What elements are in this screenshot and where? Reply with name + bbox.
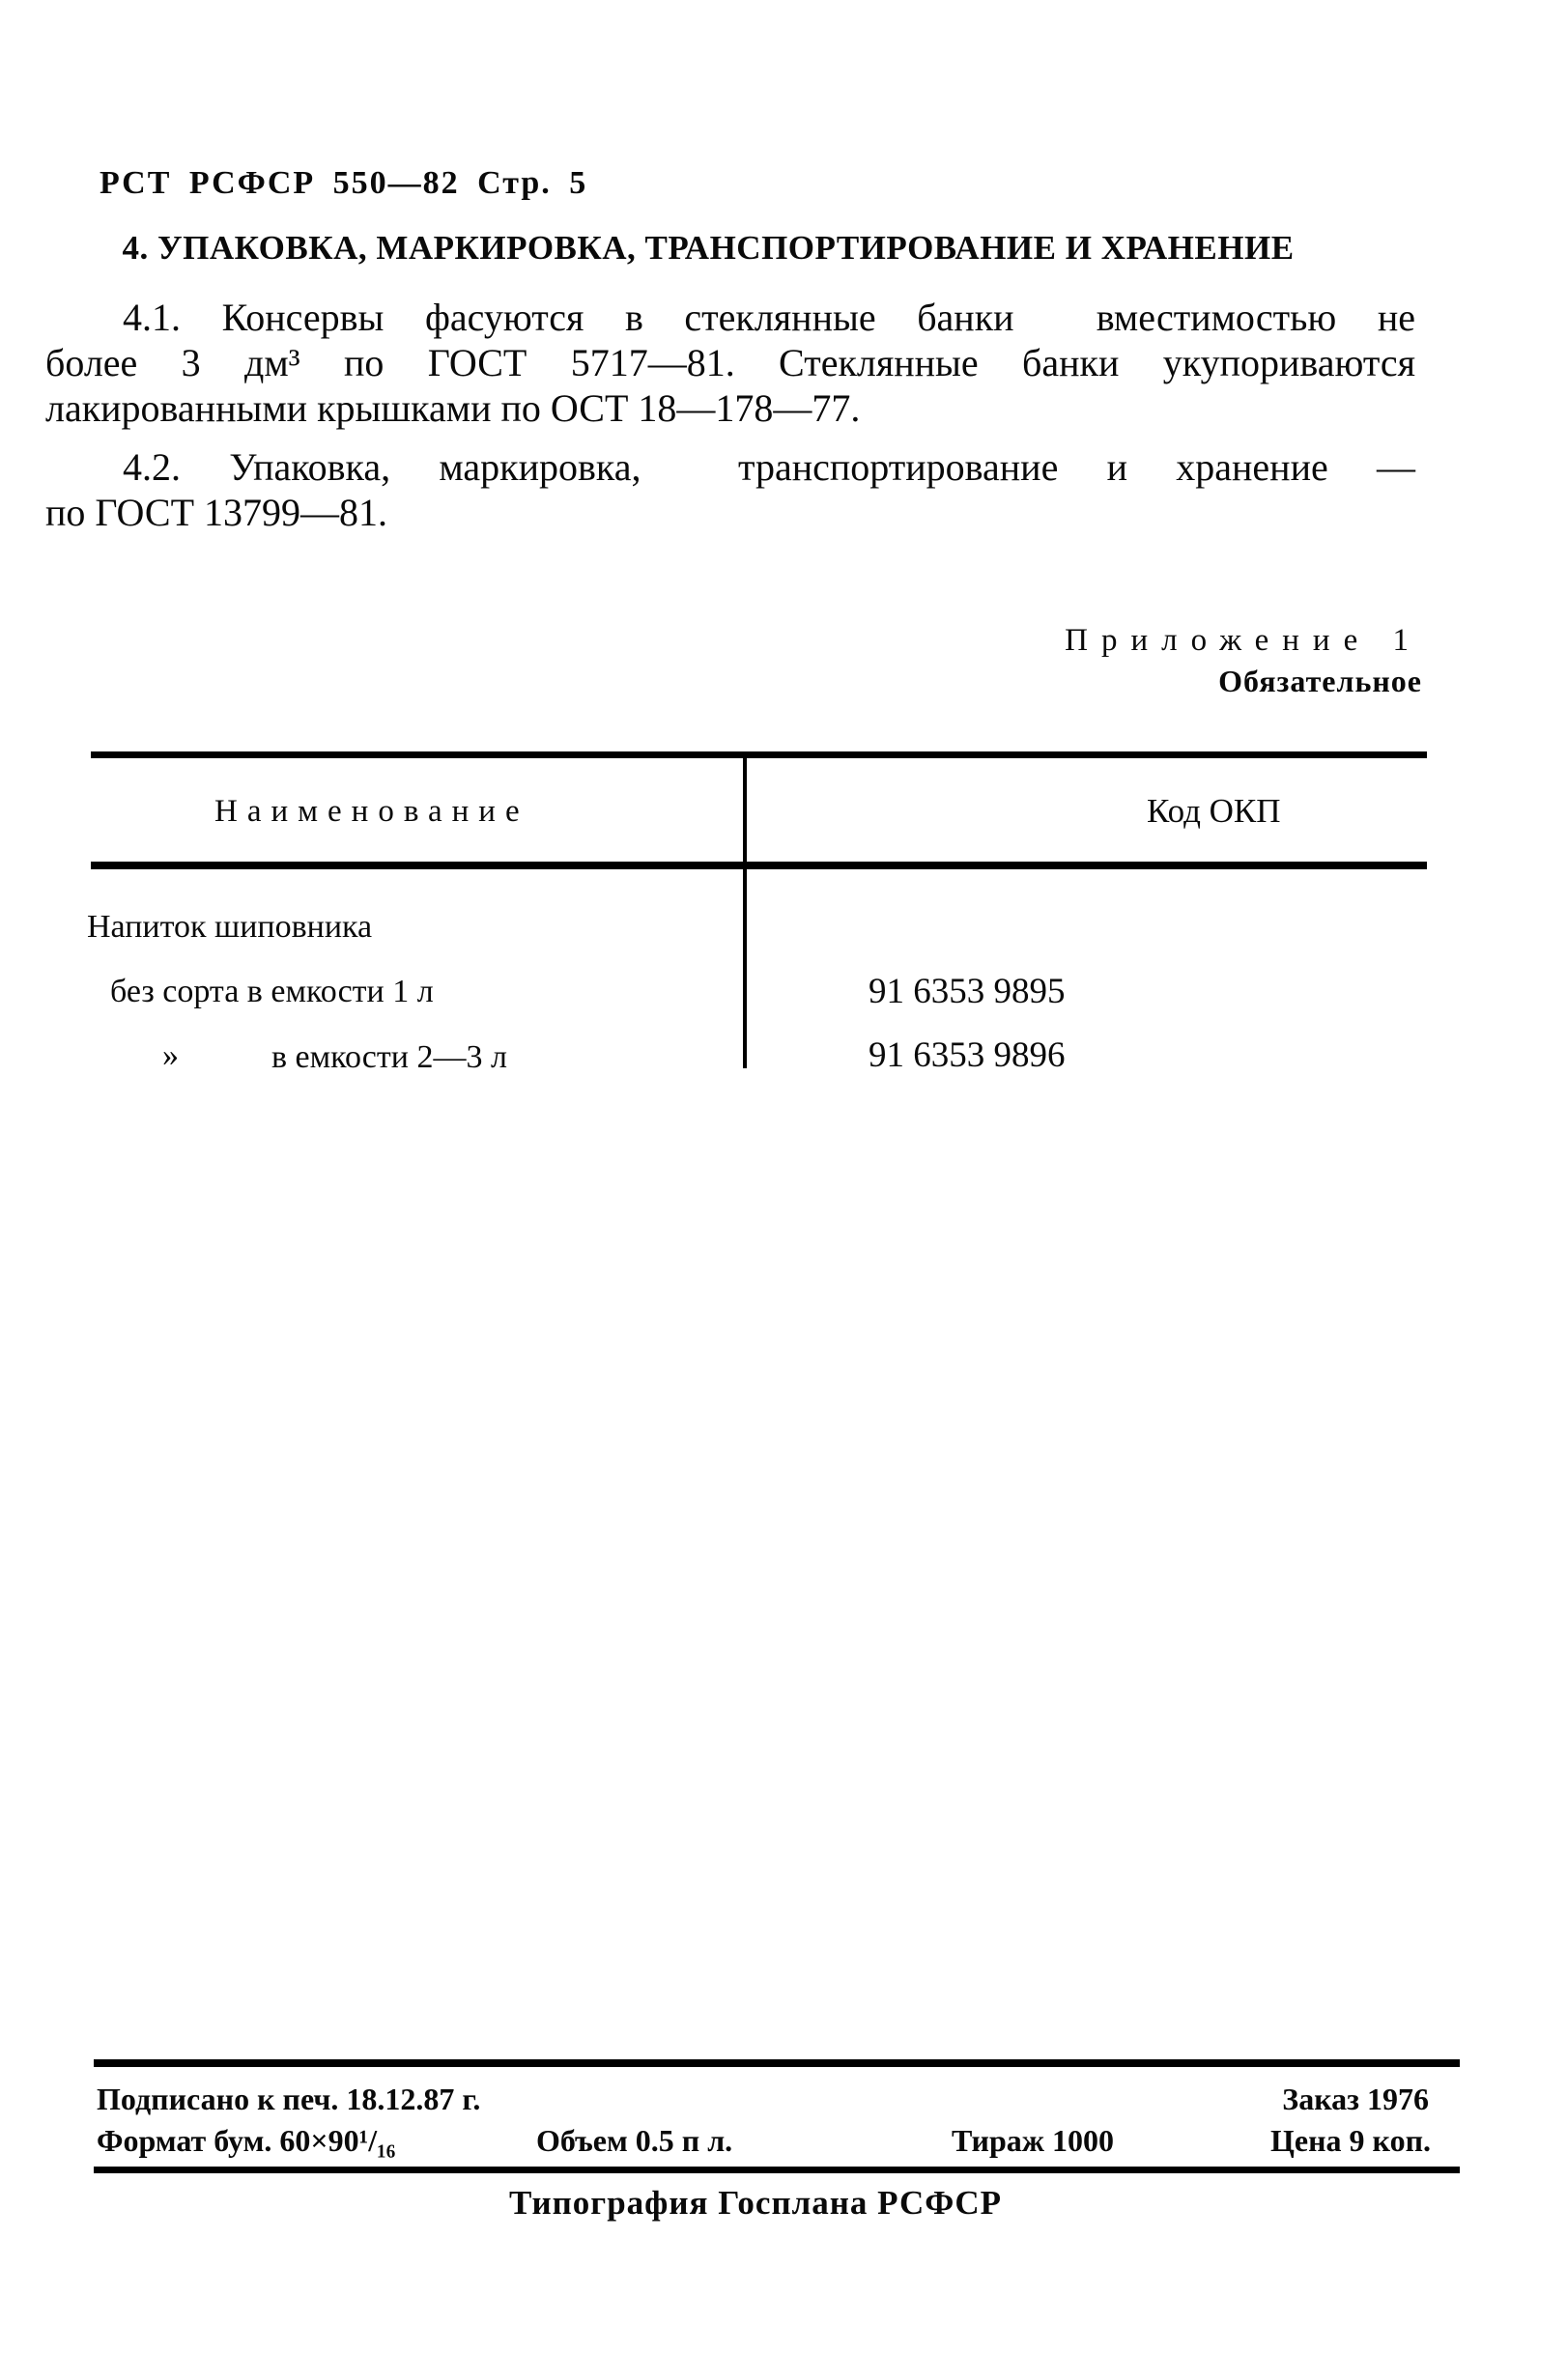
okp-code-table — [87, 751, 1427, 1080]
table-top-rule — [91, 751, 1427, 758]
table-row-variant-2-3l-ditto-mark: » — [162, 1037, 179, 1073]
table-row-variant-1l-name: без сорта в емкости 1 л — [110, 974, 434, 1009]
colophon-signed-to-print: Подписано к печ. 18.12.87 г. — [97, 2082, 481, 2116]
paragraph-4-2-line-2: по ГОСТ 13799—81. — [45, 491, 388, 534]
table-header-rule — [91, 862, 1427, 869]
appendix-label: Приложение 1 — [1065, 623, 1422, 658]
colophon-price: Цена 9 коп. — [1270, 2123, 1431, 2158]
colophon-printing-house: Типография Госплана РСФСР — [509, 2184, 1002, 2222]
colophon-print-run: Тираж 1000 — [952, 2123, 1114, 2158]
table-header-name: Наименование — [214, 794, 529, 829]
section-title: 4. УПАКОВКА, МАРКИРОВКА, ТРАНСПОРТИРОВАНИЕ И ХРАНЕНИЕ — [122, 229, 1295, 267]
table-row-product-name: Напиток шиповника — [87, 909, 373, 945]
appendix-subtitle: Обязательное — [1218, 664, 1422, 698]
paragraph-4-1-line-3: лакированными крышками по ОСТ 18—178—77. — [45, 386, 861, 430]
paragraph-4-1-line-2: более 3 дм³ по ГОСТ 5717—81. Стеклянные банки укупориваются — [45, 341, 1415, 384]
paragraph-4-2 — [45, 444, 1415, 535]
paragraph-4-2-line-1: 4.2. Упаковка, маркировка, транспортирование и хранение — — [123, 445, 1415, 489]
document-header: РСТ РСФСР 550—82 Стр. 5 — [100, 165, 588, 201]
table-header-okp-code: Код ОКП — [1147, 792, 1281, 830]
table-row-variant-1l-code: 91 6353 9895 — [869, 972, 1066, 1011]
colophon-bottom-rule — [94, 2167, 1460, 2173]
appendix-block — [1065, 623, 1422, 699]
colophon-volume: Объем 0.5 п л. — [536, 2123, 733, 2158]
table-column-divider — [743, 753, 747, 1068]
colophon-paper-format: Формат бум. 60×90¹/₁₆ — [97, 2123, 396, 2158]
paragraph-4-1-line-1: 4.1. Консервы фасуются в стеклянные банки вместимостью не — [123, 296, 1415, 339]
table-row-variant-2-3l-name: в емкости 2—3 л — [271, 1039, 507, 1075]
colophon-order-number: Заказ 1976 — [1282, 2082, 1429, 2116]
paragraph-4-1 — [45, 295, 1415, 431]
table-row-variant-2-3l-code: 91 6353 9896 — [869, 1035, 1066, 1075]
colophon-top-rule — [94, 2059, 1460, 2067]
